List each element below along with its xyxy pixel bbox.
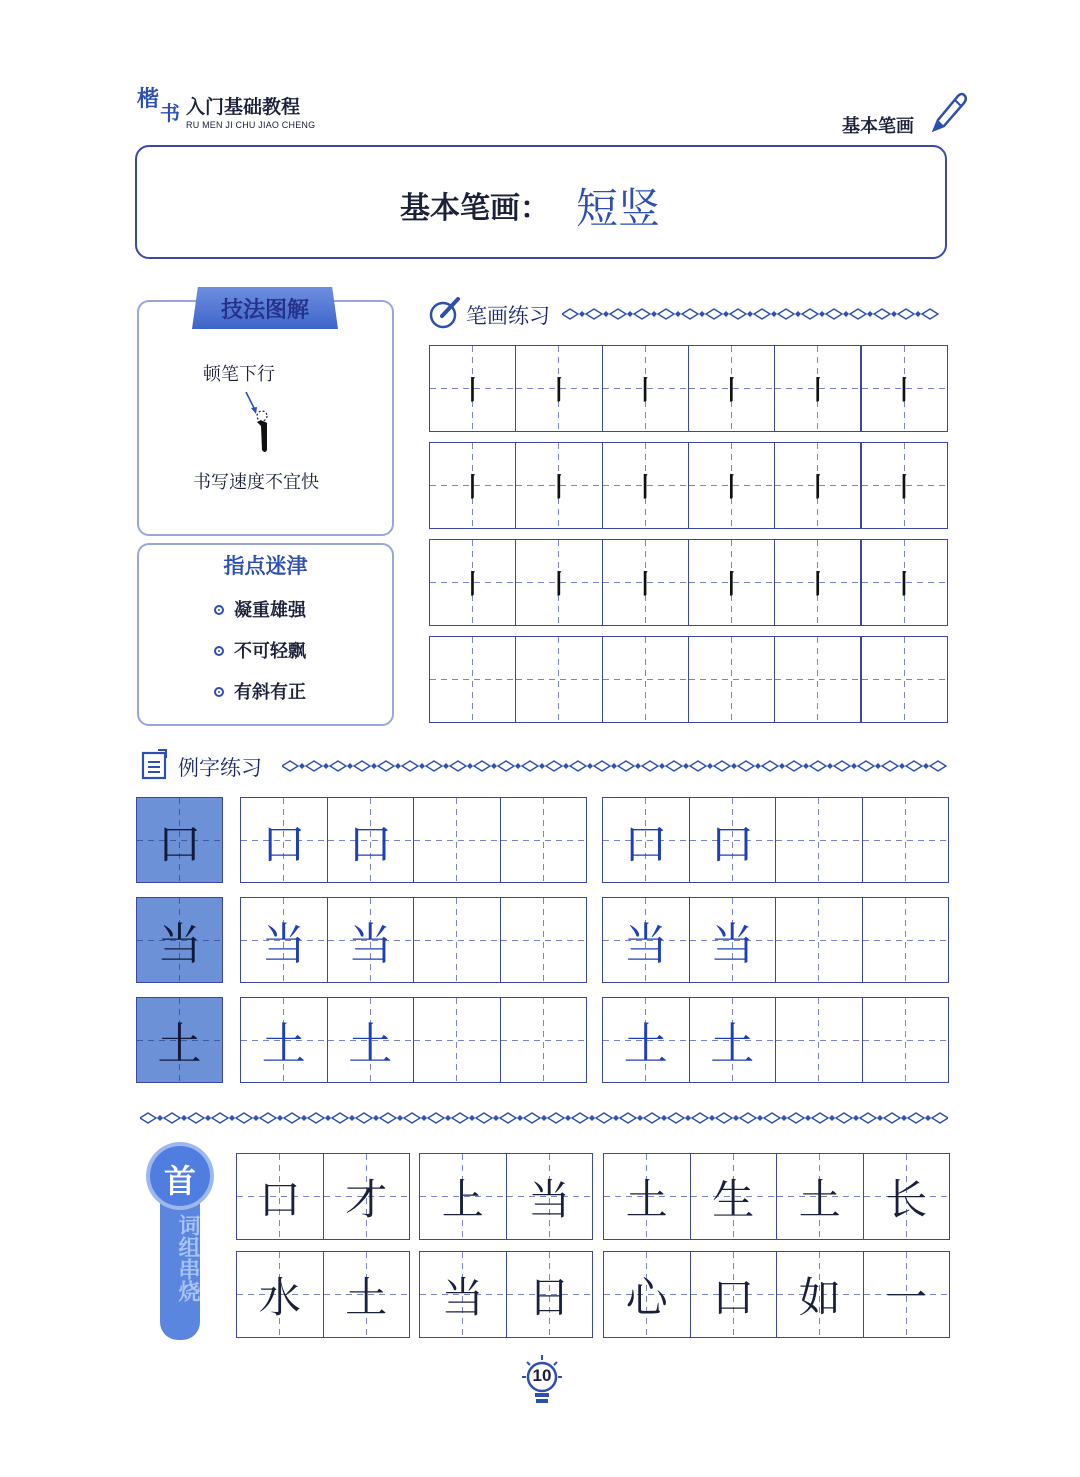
example-practice-cell[interactable] (327, 897, 415, 983)
tip-item: 有斜有正 (214, 678, 306, 704)
grid-character: 丨 (891, 376, 918, 406)
diamond-outline (810, 761, 826, 771)
diamond-dot (757, 1115, 763, 1121)
diamond-outline (860, 1113, 876, 1123)
stroke-practice-cell[interactable] (429, 539, 516, 626)
diamond-dot (925, 1115, 931, 1121)
diamond-dot (603, 311, 609, 317)
example-practice-cell[interactable] (689, 997, 777, 1083)
diamond-dot (707, 763, 713, 769)
diamond-outline (850, 309, 866, 319)
diamond-dot (541, 1115, 547, 1121)
grid-character: 土 (710, 1019, 755, 1070)
example-practice-cell[interactable] (862, 997, 950, 1083)
stroke-practice-cell[interactable] (688, 345, 775, 432)
diamond-dot (445, 1115, 451, 1121)
grid-character: 才 (345, 1174, 388, 1224)
grid-character: 丨 (545, 570, 572, 600)
diamond-outline (452, 1113, 468, 1123)
diamond-dot (205, 1115, 211, 1121)
brand-shu-char: 书 (160, 103, 180, 125)
diamond-dot (795, 311, 801, 317)
grid-character: 口 (261, 819, 306, 870)
diamond-outline (882, 761, 898, 771)
stroke-practice-cell[interactable] (861, 442, 948, 529)
grid-character: 丨 (718, 376, 745, 406)
stroke-practice-cell[interactable] (774, 345, 861, 432)
word-practice-cell[interactable] (419, 1251, 507, 1338)
grid-character: 丨 (632, 570, 659, 600)
diamond-dot (851, 763, 857, 769)
example-practice-cell[interactable] (500, 997, 588, 1083)
diamond-outline (836, 1113, 852, 1123)
diamond-dot (843, 311, 849, 317)
diamond-outline (306, 761, 322, 771)
diamond-outline (236, 1113, 252, 1123)
diamond-dot (651, 311, 657, 317)
grid-character: 土 (261, 1019, 306, 1070)
diamond-outline (786, 761, 802, 771)
grid-character: 丨 (804, 570, 831, 600)
example-practice-cell[interactable] (689, 897, 777, 983)
stroke-practice-cell[interactable] (515, 442, 602, 529)
technique-annotation-top: 顿笔下行 (203, 364, 275, 385)
diamond-outline (476, 1113, 492, 1123)
word-practice-badge-label: 词组串烧 (176, 1214, 201, 1302)
diamond-dot (515, 763, 521, 769)
diamond-outline (714, 761, 730, 771)
diamond-outline (716, 1113, 732, 1123)
diamond-dot (565, 1115, 571, 1121)
diamond-dot (299, 763, 305, 769)
stroke-practice-cell[interactable] (602, 539, 689, 626)
diamond-outline (402, 761, 418, 771)
diamond-dot (347, 763, 353, 769)
example-practice-cell[interactable] (689, 797, 777, 883)
diamond-outline (754, 309, 770, 319)
stroke-practice-cell[interactable] (861, 345, 948, 432)
grid-character: 丨 (459, 570, 486, 600)
diamond-outline (572, 1113, 588, 1123)
diamond-outline (596, 1113, 612, 1123)
example-practice-cell[interactable] (862, 897, 950, 983)
diamond-outline (548, 1113, 564, 1123)
grid-character: 丨 (459, 473, 486, 503)
bullet-icon (214, 687, 224, 697)
diamond-dot (419, 763, 425, 769)
grid-character: 生 (712, 1174, 755, 1224)
stroke-practice-cell[interactable] (861, 636, 948, 723)
bullet-icon (214, 646, 224, 656)
grid-character: 如 (798, 1272, 841, 1322)
example-practice-cell[interactable] (327, 997, 415, 1083)
diamond-outline (284, 1113, 300, 1123)
diamond-outline (562, 309, 578, 319)
example-practice-cell[interactable] (602, 897, 690, 983)
word-practice-cell[interactable] (863, 1153, 951, 1240)
diamond-outline (908, 1113, 924, 1123)
grid-character: 丨 (632, 376, 659, 406)
diamond-dot (277, 1115, 283, 1121)
diamond-dot (819, 311, 825, 317)
grid-character: 丨 (718, 570, 745, 600)
grid-character: 口 (710, 819, 755, 870)
word-practice-cell[interactable] (690, 1153, 778, 1240)
example-practice-cell[interactable] (602, 797, 690, 883)
stroke-practice-cell[interactable] (861, 539, 948, 626)
word-practice-cell[interactable] (690, 1251, 778, 1338)
diamond-outline (634, 309, 650, 319)
diamond-dot (491, 763, 497, 769)
section-tag: 基本笔画 (842, 116, 914, 136)
diamond-dot (373, 1115, 379, 1121)
diamond-dot (867, 311, 873, 317)
stroke-practice-cell[interactable] (602, 345, 689, 432)
diamond-outline (378, 761, 394, 771)
diamond-dot (733, 1115, 739, 1121)
diamond-dot (683, 763, 689, 769)
brand-pinyin: RU MEN JI CHU JIAO CHENG (186, 120, 316, 130)
diamond-outline (668, 1113, 684, 1123)
diamond-outline (620, 1113, 636, 1123)
diamond-outline (666, 761, 682, 771)
title-stroke-name: 短竖 (576, 184, 661, 233)
diamond-dot (661, 1115, 667, 1121)
grid-character: 丨 (632, 473, 659, 503)
grid-character: 当 (348, 919, 393, 970)
example-practice-cell[interactable] (775, 997, 863, 1083)
diamond-dot (771, 311, 777, 317)
diamond-dot (675, 311, 681, 317)
diamond-dot (469, 1115, 475, 1121)
stroke-practice-cell[interactable] (429, 442, 516, 529)
diamond-dot (229, 1115, 235, 1121)
tips-title: 指点迷津 (223, 555, 308, 578)
stroke-practice-cell[interactable] (688, 442, 775, 529)
diamond-outline (332, 1113, 348, 1123)
grid-character: 丨 (459, 376, 486, 406)
diamond-outline (356, 1113, 372, 1123)
diamond-dot (805, 1115, 811, 1121)
diamond-outline (524, 1113, 540, 1123)
stroke-practice-cell[interactable] (515, 345, 602, 432)
diamond-divider (562, 306, 948, 322)
diamond-dot (611, 763, 617, 769)
diamond-dot (731, 763, 737, 769)
stroke-practice-cell[interactable] (774, 442, 861, 529)
diamond-outline (474, 761, 490, 771)
diamond-dot (637, 1115, 643, 1121)
example-practice-cell[interactable] (775, 897, 863, 983)
diamond-dot (157, 1115, 163, 1121)
diamond-outline (802, 309, 818, 319)
diamond-outline (618, 761, 634, 771)
word-practice-cell[interactable] (506, 1251, 594, 1338)
example-practice-cell[interactable] (240, 797, 328, 883)
word-practice-badge-icon-char: 首 (163, 1163, 196, 1199)
diamond-outline (522, 761, 538, 771)
diamond-outline (260, 1113, 276, 1123)
diamond-dot (627, 311, 633, 317)
diamond-outline (706, 309, 722, 319)
diamond-dot (395, 763, 401, 769)
word-practice-cell[interactable] (236, 1251, 324, 1338)
diamond-outline (594, 761, 610, 771)
diamond-outline (730, 309, 746, 319)
diamond-dot (517, 1115, 523, 1121)
diamond-outline (788, 1113, 804, 1123)
word-practice-cell[interactable] (863, 1251, 951, 1338)
grid-character: 丨 (804, 376, 831, 406)
grid-character: 土 (625, 1174, 668, 1224)
diamond-outline (858, 761, 874, 771)
diamond-dot (579, 311, 585, 317)
tip-item: 凝重雄强 (214, 596, 306, 622)
notebook-icon (140, 748, 170, 780)
diamond-outline (380, 1113, 396, 1123)
diamond-outline (692, 1113, 708, 1123)
diamond-dot (635, 763, 641, 769)
grid-character: 土 (348, 1019, 393, 1070)
example-practice-cell[interactable] (240, 897, 328, 983)
diamond-dot (421, 1115, 427, 1121)
diamond-outline (500, 1113, 516, 1123)
diamond-outline (826, 309, 842, 319)
diamond-outline (906, 761, 922, 771)
diamond-divider (140, 1110, 948, 1126)
grid-character: 当 (441, 1272, 484, 1322)
diamond-outline (282, 761, 298, 771)
grid-character: 丨 (545, 473, 572, 503)
grid-character: 土 (345, 1272, 388, 1322)
diamond-dot (325, 1115, 331, 1121)
diamond-outline (450, 761, 466, 771)
stroke-practice-cell[interactable] (602, 442, 689, 529)
stroke-practice-cell[interactable] (429, 345, 516, 432)
diamond-outline (932, 1113, 948, 1123)
grid-character: 当 (710, 919, 755, 970)
diamond-dot (747, 311, 753, 317)
diamond-dot (803, 763, 809, 769)
diamond-dot (589, 1115, 595, 1121)
diamond-outline (354, 761, 370, 771)
diamond-dot (371, 763, 377, 769)
grid-character: 丨 (545, 376, 572, 406)
stroke-practice-cell[interactable] (429, 636, 516, 723)
grid-character: 一 (885, 1272, 928, 1322)
diamond-dot (781, 1115, 787, 1121)
example-practice-cell[interactable] (240, 997, 328, 1083)
word-practice-cell[interactable] (323, 1153, 411, 1240)
diamond-dot (827, 763, 833, 769)
example-practice-cell[interactable] (327, 797, 415, 883)
diamond-outline (762, 761, 778, 771)
stroke-practice-icon (428, 296, 462, 330)
stroke-practice-cell[interactable] (774, 539, 861, 626)
stroke-practice-cell[interactable] (774, 636, 861, 723)
stroke-practice-cell[interactable] (688, 539, 775, 626)
diamond-outline (140, 1113, 156, 1123)
grid-character: 日 (528, 1272, 571, 1322)
grid-character: 上 (441, 1174, 484, 1224)
diamond-outline (610, 309, 626, 319)
diamond-outline (682, 309, 698, 319)
pen-icon (928, 90, 968, 136)
grid-character: 当 (528, 1174, 571, 1224)
diamond-outline (404, 1113, 420, 1123)
grid-character: 长 (885, 1174, 928, 1224)
diamond-dot (853, 1115, 859, 1121)
example-practice-cell[interactable] (500, 897, 588, 983)
word-practice-cell[interactable] (506, 1153, 594, 1240)
word-practice-cell[interactable] (776, 1251, 864, 1338)
diamond-dot (323, 763, 329, 769)
diamond-outline (778, 309, 794, 319)
grid-character: 口 (348, 819, 393, 870)
diamond-outline (930, 761, 946, 771)
diamond-dot (659, 763, 665, 769)
diamond-outline (834, 761, 850, 771)
grid-character: 丨 (718, 473, 745, 503)
diamond-outline (330, 761, 346, 771)
diamond-dot (899, 763, 905, 769)
diamond-outline (586, 309, 602, 319)
example-practice-cell[interactable] (862, 797, 950, 883)
grid-character: 丨 (891, 473, 918, 503)
example-practice-heading: 例字练习 (178, 757, 262, 780)
diamond-outline (308, 1113, 324, 1123)
diamond-outline (498, 761, 514, 771)
diamond-dot (829, 1115, 835, 1121)
example-practice-cell[interactable] (602, 997, 690, 1083)
stroke-practice-cell[interactable] (602, 636, 689, 723)
diamond-dot (779, 763, 785, 769)
title-label: 基本笔画： (400, 192, 550, 225)
diamond-dot (181, 1115, 187, 1121)
bullet-icon (214, 605, 224, 615)
tip-item: 不可轻飘 (214, 637, 306, 663)
diamond-dot (397, 1115, 403, 1121)
word-practice-cell[interactable] (603, 1153, 691, 1240)
grid-character: 当 (261, 919, 306, 970)
example-head-character: 土 (136, 997, 223, 1083)
example-head-character: 当 (136, 897, 223, 983)
word-practice-cell[interactable] (419, 1153, 507, 1240)
diamond-dot (709, 1115, 715, 1121)
brand-kai-char: 楷 (137, 86, 160, 111)
grid-character: 丨 (891, 570, 918, 600)
example-practice-cell[interactable] (413, 997, 501, 1083)
grid-character: 水 (258, 1272, 301, 1322)
diamond-outline (426, 761, 442, 771)
brand-title: 入门基础教程 (186, 97, 301, 118)
diamond-outline (546, 761, 562, 771)
diamond-dot (901, 1115, 907, 1121)
diamond-outline (428, 1113, 444, 1123)
grid-character: 口 (712, 1272, 755, 1322)
diamond-outline (874, 309, 890, 319)
diamond-outline (764, 1113, 780, 1123)
short-vertical-stroke-diagram (240, 392, 280, 454)
grid-character: 土 (798, 1174, 841, 1224)
diamond-dot (493, 1115, 499, 1121)
diamond-dot (723, 311, 729, 317)
grid-character: 心 (625, 1272, 668, 1322)
diamond-dot (443, 763, 449, 769)
example-practice-cell[interactable] (500, 797, 588, 883)
diamond-outline (690, 761, 706, 771)
diamond-dot (587, 763, 593, 769)
stroke-practice-cell[interactable] (515, 636, 602, 723)
diamond-outline (164, 1113, 180, 1123)
diamond-outline (570, 761, 586, 771)
diamond-dot (301, 1115, 307, 1121)
diamond-dot (685, 1115, 691, 1121)
diamond-outline (188, 1113, 204, 1123)
example-practice-cell[interactable] (413, 897, 501, 983)
stroke-practice-cell[interactable] (515, 539, 602, 626)
example-head-character: 口 (136, 797, 223, 883)
stroke-practice-cell[interactable] (688, 636, 775, 723)
diamond-dot (877, 1115, 883, 1121)
diamond-dot (563, 763, 569, 769)
diamond-outline (658, 309, 674, 319)
diamond-dot (915, 311, 921, 317)
diamond-outline (740, 1113, 756, 1123)
grid-character: 丨 (804, 473, 831, 503)
word-practice-cell[interactable] (323, 1251, 411, 1338)
diamond-dot (891, 311, 897, 317)
diamond-dot (923, 763, 929, 769)
grid-character: 土 (623, 1019, 668, 1070)
grid-character: 口 (258, 1174, 301, 1224)
diamond-dot (613, 1115, 619, 1121)
grid-character: 口 (623, 819, 668, 870)
diamond-dot (755, 763, 761, 769)
diamond-outline (922, 309, 938, 319)
word-practice-cell[interactable] (776, 1153, 864, 1240)
stroke-practice-heading: 笔画练习 (466, 305, 550, 328)
diamond-outline (812, 1113, 828, 1123)
page-number: 10 (532, 1366, 552, 1385)
word-practice-cell[interactable] (603, 1251, 691, 1338)
grid-character: 当 (623, 919, 668, 970)
diamond-outline (884, 1113, 900, 1123)
diamond-dot (349, 1115, 355, 1121)
diamond-dot (699, 311, 705, 317)
diamond-outline (738, 761, 754, 771)
word-practice-cell[interactable] (236, 1153, 324, 1240)
diamond-outline (644, 1113, 660, 1123)
diamond-outline (898, 309, 914, 319)
diamond-outline (212, 1113, 228, 1123)
example-practice-cell[interactable] (775, 797, 863, 883)
diamond-divider (282, 758, 948, 774)
diamond-dot (875, 763, 881, 769)
diamond-outline (642, 761, 658, 771)
technique-annotation-bottom: 书写速度不宜快 (193, 472, 319, 493)
diamond-dot (467, 763, 473, 769)
technique-badge-label: 技法图解 (220, 297, 309, 322)
diamond-dot (253, 1115, 259, 1121)
diamond-dot (539, 763, 545, 769)
example-practice-cell[interactable] (413, 797, 501, 883)
